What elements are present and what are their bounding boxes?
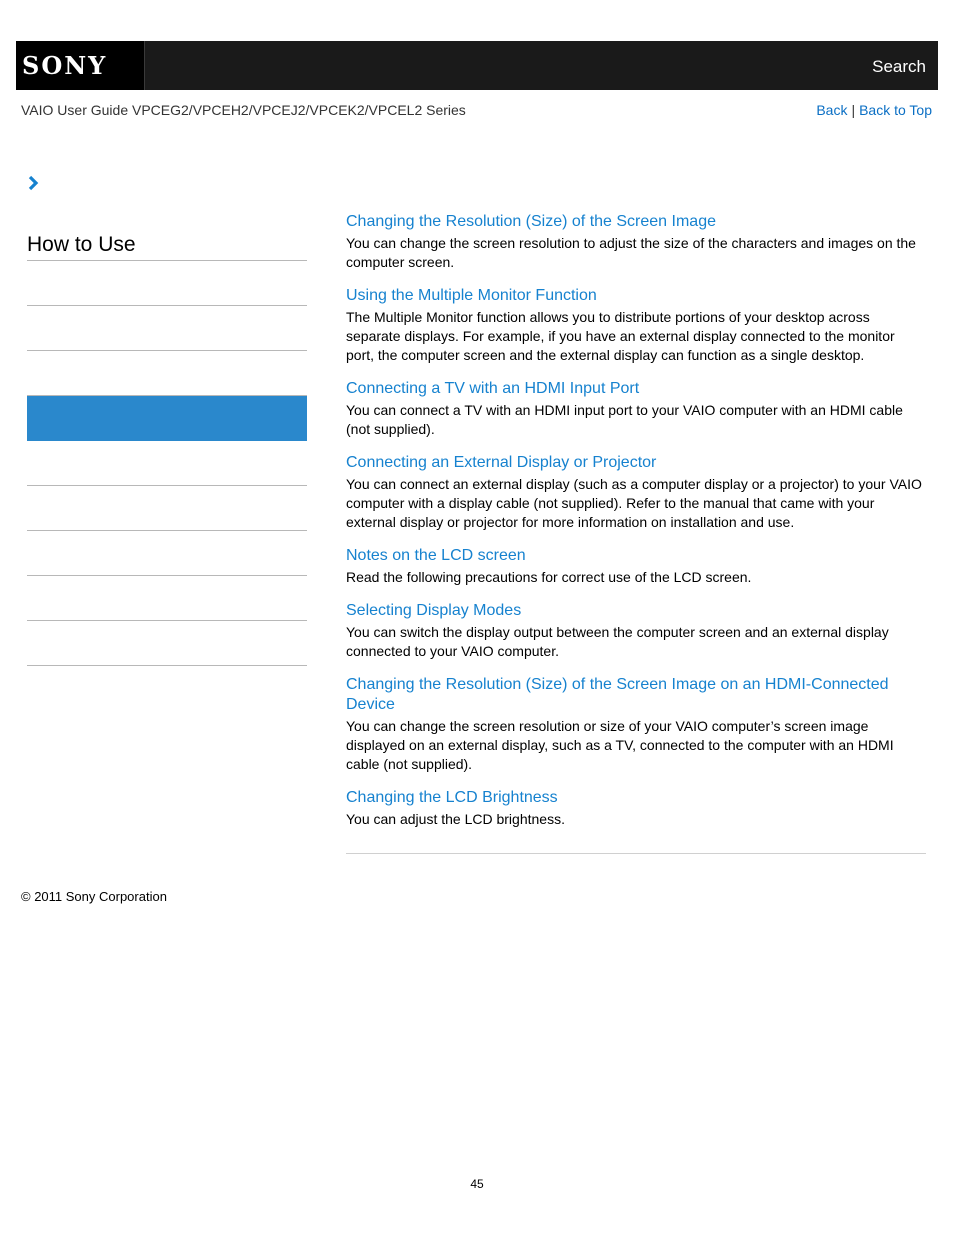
page-number: 45 — [470, 1177, 484, 1191]
sidebar-item-8[interactable] — [27, 576, 307, 621]
chevron-right-icon — [26, 175, 42, 191]
logo-text: SONY — [22, 51, 108, 80]
topic-item — [346, 286, 926, 365]
guide-title: VAIO User Guide VPCEG2/VPCEH2/VPCEJ2/VPCEK2/VPCEL2 Series — [21, 102, 466, 118]
topic-link[interactable]: Connecting a TV with an HDMI Input Port — [346, 380, 640, 397]
topic-item — [346, 675, 926, 774]
sidebar-item-5[interactable] — [27, 441, 307, 486]
content-divider — [346, 853, 926, 854]
topic-list — [346, 212, 926, 843]
topic-item — [346, 601, 926, 661]
sidebar-item-6[interactable] — [27, 486, 307, 531]
topic-link[interactable]: Changing the Resolution (Size) of the Screen Image on an HDMI-Connected Device — [346, 676, 889, 713]
search-link[interactable]: Search — [872, 57, 926, 76]
header-bar — [16, 41, 938, 90]
sidebar-item-7[interactable] — [27, 531, 307, 576]
topic-item — [346, 788, 926, 829]
topic-description: Read the following precautions for correct use of the LCD screen. — [346, 569, 752, 585]
topic-description: You can switch the display output between the computer screen and an external display connected to your VAIO computer. — [346, 624, 889, 659]
topic-item — [346, 212, 926, 272]
topic-description: You can connect an external display (such as a computer display or a projector) to your VAIO computer with a display cable (not supplied). Refer to the manual that came with your external display or projector for more information on installation and use. — [346, 476, 922, 530]
topic-link[interactable]: Changing the Resolution (Size) of the Screen Image — [346, 213, 716, 230]
topic-link[interactable]: Notes on the LCD screen — [346, 547, 526, 564]
page-nav-links — [816, 102, 932, 119]
sidebar-item-9[interactable] — [27, 621, 307, 666]
back-link[interactable]: Back — [816, 102, 848, 118]
back-to-top-link[interactable]: Back to Top — [859, 102, 932, 118]
sidebar-item-1[interactable] — [27, 261, 307, 306]
topic-link[interactable]: Using the Multiple Monitor Function — [346, 287, 597, 304]
sidebar-item-3[interactable] — [27, 351, 307, 396]
topic-item — [346, 546, 926, 587]
topic-description: You can change the screen resolution or size of your VAIO computer’s screen image displayed on an external display, such as a TV, connected to the computer with an HDMI cable (not supplied). — [346, 718, 894, 772]
topic-item — [346, 453, 926, 532]
copyright: © 2011 Sony Corporation — [21, 889, 167, 904]
topic-link[interactable]: Changing the LCD Brightness — [346, 789, 558, 806]
sidebar — [27, 230, 307, 666]
topic-item — [346, 379, 926, 439]
sony-logo[interactable] — [16, 41, 145, 90]
nav-separator: | — [851, 102, 856, 118]
topic-description: You can change the screen resolution to adjust the size of the characters and images on the computer screen. — [346, 235, 916, 270]
sidebar-heading: How to Use — [27, 230, 307, 261]
topic-link[interactable]: Connecting an External Display or Projector — [346, 454, 657, 471]
topic-description: You can adjust the LCD brightness. — [346, 811, 565, 827]
topic-description: The Multiple Monitor function allows you to distribute portions of your desktop across separate displays. For example, if you have an external display connected to the monitor port, the computer screen and the external display can function as a single desktop. — [346, 309, 895, 363]
sidebar-item-2[interactable] — [27, 306, 307, 351]
topic-link[interactable]: Selecting Display Modes — [346, 602, 522, 619]
topic-description: You can connect a TV with an HDMI input port to your VAIO computer with an HDMI cable (not supplied). — [346, 402, 903, 437]
sidebar-item-active[interactable] — [27, 396, 307, 441]
